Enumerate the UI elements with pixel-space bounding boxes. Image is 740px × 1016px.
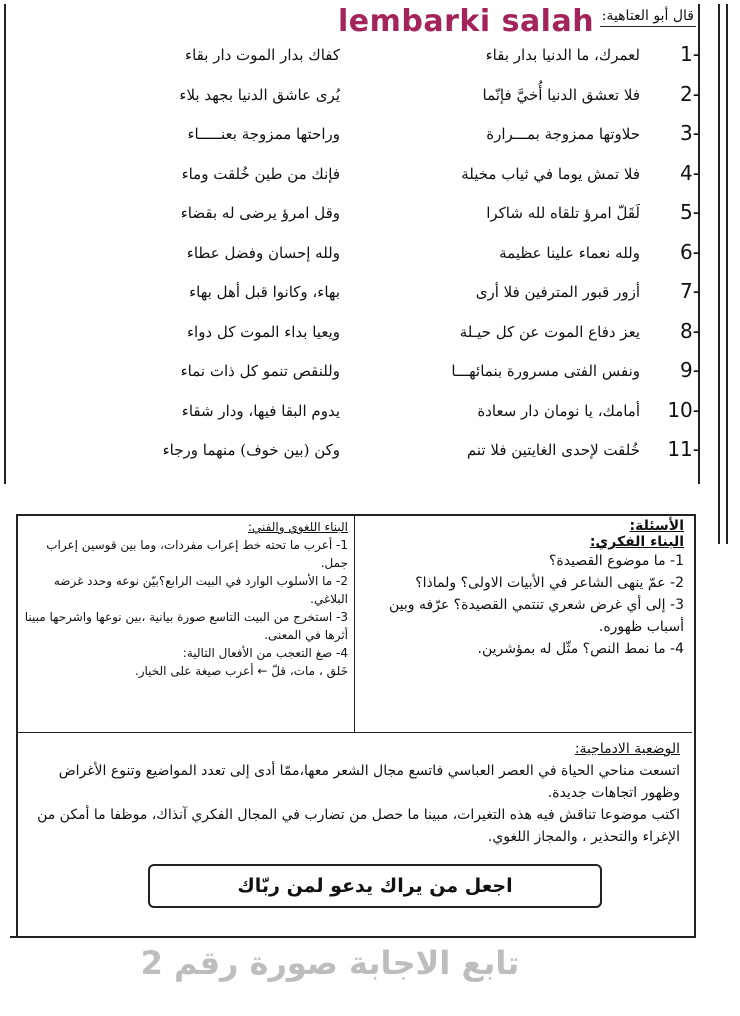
verse-first-hemistich: حلاوتها ممزوجة بمـــرارة [486, 125, 640, 143]
question-item: 3- إلى أي غرض شعري تنتمي القصيدة؟ عرّفه وبين أسباب ظهوره. [388, 597, 684, 635]
verse-second-hemistich: ويعيا بداء الموت كل دواء [186, 322, 340, 341]
language-title: البناء اللغوي والفني: [247, 520, 348, 534]
poem-intro: قال أبو العتاهية: [600, 8, 696, 27]
verse-first-hemistich: لعمرك، ما الدنيا بدار بقاء [485, 46, 640, 64]
verse-row [0, 356, 740, 392]
bottom-rule [10, 936, 694, 938]
verse-number: 11- [667, 437, 700, 461]
questions-section-title: البناء الفكري: [589, 534, 684, 550]
verse-row [0, 435, 740, 471]
integration-task [26, 738, 680, 848]
verse-first-hemistich: فلا تمش يوما في ثياب مخيلة [461, 164, 640, 183]
thought-questions [366, 518, 684, 660]
verse-first-hemistich: لَقَلّ امرؤ تلقاه لله شاكرا [486, 204, 640, 222]
verse-row [0, 277, 740, 313]
integration-title: الوضعية الادماجية: [574, 741, 680, 757]
language-item: 4- صغ التعجب من الأفعال التالية: [182, 646, 348, 660]
author-watermark: lembarki salah [338, 4, 595, 39]
verse-second-hemistich: فإنك من طين خُلقت وماء [181, 164, 340, 183]
verse-row [0, 396, 740, 432]
footer-note: تابع الاجابة صورة رقم 2 [140, 944, 520, 982]
language-questions [22, 518, 348, 680]
verse-second-hemistich: وقل امرؤ يرضى له بقضاء [180, 204, 340, 222]
verse-number: 1- [680, 42, 700, 66]
verse-number: 8- [680, 318, 700, 343]
verse-second-hemistich: ولله إحسان وفضل عطاء [186, 243, 340, 262]
verse-row [0, 40, 740, 76]
verse-first-hemistich: فلا تعشق الدنيا أُخيَّ فإنّما [482, 85, 640, 104]
question-item: 1- ما موضوع القصيدة؟ [548, 553, 684, 569]
verse-second-hemistich: وكن (بين خوف) منهما ورجاء [162, 441, 340, 459]
verse-number: 6- [680, 239, 700, 264]
verse-number: 7- [680, 279, 700, 303]
verse-number: 10- [667, 397, 700, 422]
question-item: 2- عمّ ينهى الشاعر في الأبيات الاولى؟ ولماذا؟ [415, 575, 684, 591]
question-item: 4- ما نمط النص؟ مثّل له بمؤشرين. [477, 641, 684, 657]
verse-number: 5- [680, 200, 700, 224]
verse-number: 4- [680, 160, 700, 185]
column-divider [354, 516, 355, 732]
verse-row [0, 159, 740, 195]
verse-number: 3- [680, 121, 700, 145]
verse-row [0, 238, 740, 274]
verse-first-hemistich: أزور قبور المترفين فلا أرى [475, 283, 640, 301]
verse-number: 9- [680, 358, 700, 382]
questions-title: الأسئلة: [629, 518, 684, 534]
language-item: 2- ما الأسلوب الوارد في البيت الرابع؟بيّن نوعه وحدد غرضه البلاغي. [53, 574, 348, 606]
verse-second-hemistich: يدوم البقا فيها، ودار شقاء [181, 401, 340, 420]
verse-number: 2- [680, 81, 700, 106]
verse-second-hemistich: وراحتها ممزوجة بعنـــــاء [187, 125, 340, 143]
verse-row [0, 80, 740, 116]
verse-first-hemistich: ولله نعماء علينا عظيمة [499, 243, 640, 262]
verse-first-hemistich: يعز دفاع الموت عن كل حيـلة [459, 322, 640, 341]
verse-second-hemistich: بهاء، وكانوا قبل أهل بهاء [189, 283, 340, 301]
integration-paragraph: اتسعت مناحي الحياة في العصر العباسي فاتسع مجال الشعر معها،ممّا أدى إلى تعدد المواضيع وتنوع الأغراض وظهور اتجاهات جديدة. [58, 763, 680, 801]
language-item: 1- أعرب ما تحته خط إعراب مفردات، وما بين قوسين إعراب جمل. [46, 538, 348, 570]
verse-row [0, 198, 740, 234]
section-divider [18, 732, 692, 733]
verse-second-hemistich: وللنقص تنمو كل ذات نماء [180, 362, 340, 380]
verse-first-hemistich: أمامك، يا نومان دار سعادة [477, 401, 640, 420]
verse-row [0, 119, 740, 155]
integration-paragraph: اكتب موضوعا تناقش فيه هذه التغيرات، مبينا ما حصل من تضارب في المجال الفكري آنذاك، موظفا ما أمكن من الإغراء والتحذير ، والمجاز اللغوي. [37, 807, 680, 845]
verse-row [0, 317, 740, 353]
verse-second-hemistich: يُرى عاشق الدنيا بجهد بلاء [179, 85, 340, 104]
verse-first-hemistich: ونفس الفتى مسرورة بنمائهـــا [451, 362, 640, 380]
language-item: خَلق ، مات، قلّ ← أعرب صيغة على الخيار. [134, 664, 348, 678]
verse-second-hemistich: كفاك بدار الموت دار بقاء [185, 46, 340, 64]
verse-first-hemistich: خُلقت لإحدى الغايتين فلا تنم [466, 441, 640, 459]
motto-banner: اجعل من يراك يدعو لمن ربّاك [148, 864, 602, 908]
language-item: 3- استخرج من البيت التاسع صورة بيانية ،بين نوعها واشرحها مبينا أثرها في المعنى. [24, 610, 348, 642]
